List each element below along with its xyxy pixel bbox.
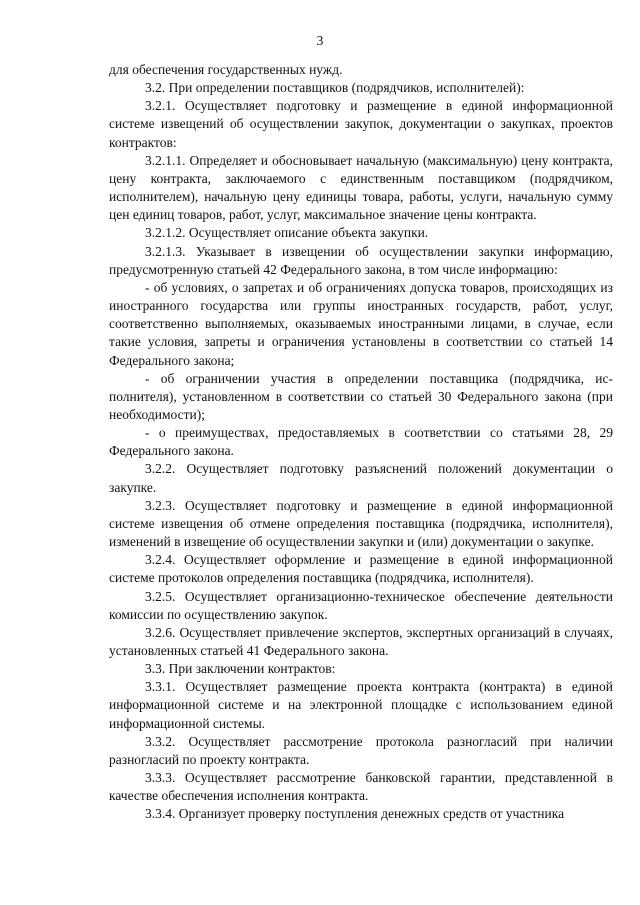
paragraph: для обеспечения государственных нужд. (109, 62, 343, 77)
paragraph: 3.2.6. Осуществляет привлечение экспертов, экспертных организаций в случаях, установленных статьей 41 Федерального закона. (109, 624, 613, 658)
paragraph: 3.3.4. Организует проверку поступления денежных средств от участника (145, 806, 565, 822)
paragraph: 3.2.1.1. Определяет и обосновывает начальную (максимальную) цену контракта, цену контракта, заключаемого с единственным поставщиком (подрядчиком, исполнителем), начальную цену единицы товара, работы, услуги, начальную сумму цен единиц товаров, работ, услуг, максимальное значение цены контракта. (109, 152, 613, 223)
document-body (109, 61, 613, 824)
paragraph: 3.2.2. Осуществляет подготовку разъяснений положений документации о закупке. (109, 461, 613, 495)
paragraph: - о преимуществах, предоставляемых в соответствии со статьями 28, 29 Федерального закона. (109, 425, 613, 459)
paragraph: 3.3.1. Осуществляет размещение проекта контракта (контракта) в единой информационной системе и на электронной площадке с использованием единой информационной системы. (109, 679, 613, 731)
page-number: 3 (316, 33, 324, 48)
paragraph: 3.3.3. Осуществляет рассмотрение банковской гарантии, представленной в качестве обеспечения исполнения контракта. (109, 770, 613, 804)
paragraph: 3.3.2. Осуществляет рассмотрение протокола разногласий при наличии разногласий по проекту контракта. (109, 733, 613, 767)
paragraph: 3.2.3. Осуществляет подготовку и размещение в единой информационной системе извещения об отмене определения поставщика (подрядчика, исполнителя), изменений в извещение об осуществлении закупки и (или) документации о закупке. (109, 497, 613, 550)
paragraph: - об ограничении участия в определении поставщика (подрядчика, исполнителя), установленном в соответствии со статьей 30 Федерального закона (при необходимости); (109, 370, 613, 422)
paragraph: 3.2.1. Осуществляет подготовку и размещение в единой информационной системе извещений об осуществлении закупок, документации о закупках, проектов контрактов: (109, 98, 613, 150)
paragraph: 3.2.5. Осуществляет организационно-техническое обеспечение деятельности комиссии по осуществлению закупок. (109, 588, 613, 622)
paragraph: 3.2.1.2. Осуществляет описание объекта закупки. (145, 225, 429, 241)
paragraph: 3.2.1.3. Указывает в извещении об осуществлении закупки информацию, предусмотренную статьей 42 Федерального закона, в том числе информацию: (109, 243, 613, 277)
paragraph: 3.2. При определении поставщиков (подрядчиков, исполнителей): (145, 80, 525, 96)
paragraph: - об условиях, о запретах и об ограничениях допуска товаров, происходящих из иностранного государства или группы иностранных государств, работ, услуг, соответственно выполняемых, оказываемых иностранными лицами, в случае, если такие условия, запреты и ограничения установлены в соответствии со статьей 14 Федерального закона; (109, 279, 613, 368)
paragraph: 3.3. При заключении контрактов: (145, 661, 336, 677)
paragraph: 3.2.4. Осуществляет оформление и размещение в единой информационной системе протоколов определения поставщика (подрядчика, исполнителя). (109, 552, 613, 586)
